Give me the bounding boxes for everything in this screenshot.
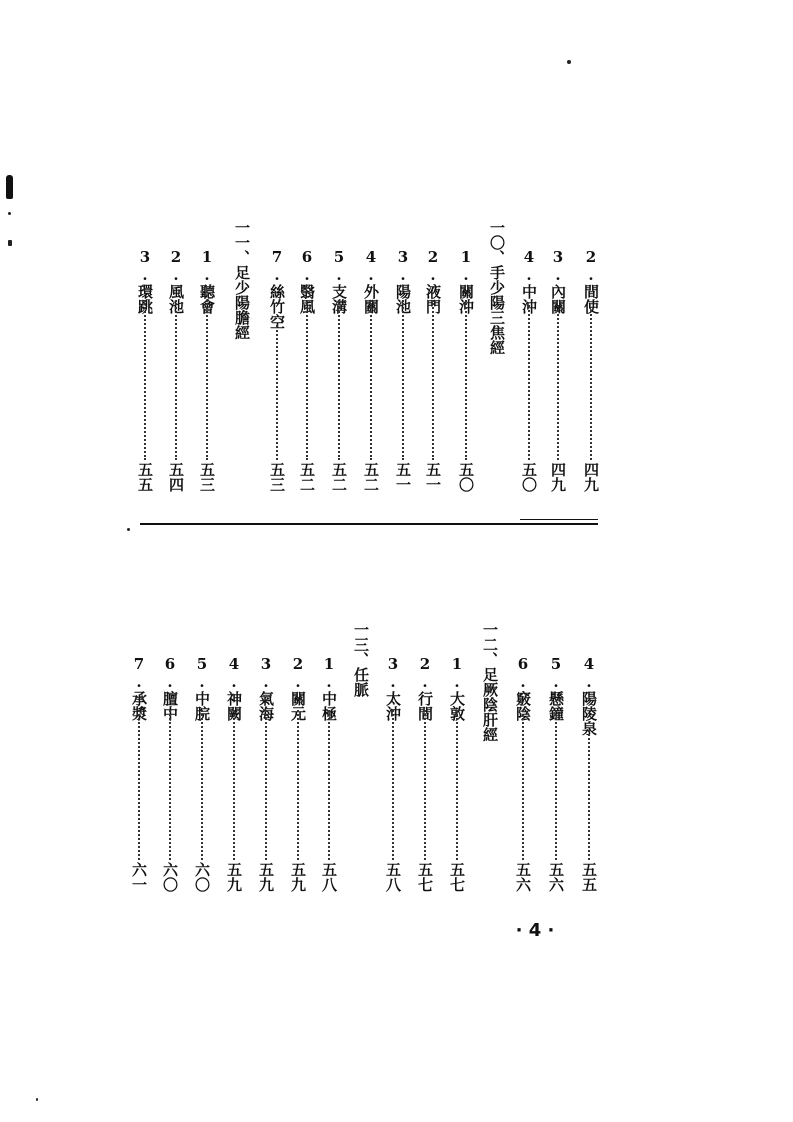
leader-dots (424, 710, 426, 860)
entry-name: 神闕 (225, 691, 243, 721)
page-number: 五〇 (520, 462, 538, 492)
page-number: 五五 (580, 862, 598, 892)
entry-number: 3. (136, 248, 154, 284)
page-number: 六〇 (193, 862, 211, 892)
entry-number: 4. (580, 655, 598, 691)
entry-name: 氣海 (257, 691, 275, 721)
page-number: 四九 (582, 462, 600, 492)
entry-number: 2. (167, 248, 185, 284)
leader-dots (328, 710, 330, 860)
page-folio: · 4 · (515, 920, 555, 941)
entry-number: 2. (289, 655, 307, 691)
leader-dots (590, 310, 592, 460)
entry-number: 2. (582, 248, 600, 284)
entry-number: 6. (514, 655, 532, 691)
entry-number: 4. (362, 248, 380, 284)
page-number: 六〇 (161, 862, 179, 892)
leader-dots (175, 300, 177, 460)
page-number: 五六 (547, 862, 565, 892)
entry-name: 膻中 (161, 691, 179, 721)
scan-speck (567, 60, 571, 64)
entry-name: 中脘 (193, 691, 211, 721)
leader-dots (432, 300, 434, 460)
entry-number: 3. (384, 655, 402, 691)
page-number: 五六 (514, 862, 532, 892)
scan-speck (36, 1098, 38, 1101)
entry-name: 陽池 (394, 284, 412, 314)
page-number: 五八 (384, 862, 402, 892)
entry-name: 關沖 (457, 284, 475, 314)
leader-dots (265, 710, 267, 860)
page-number: 五二 (362, 462, 380, 492)
leader-dots (555, 710, 557, 860)
leader-dots (522, 710, 524, 860)
section-heading: 一三、任脈 (352, 622, 370, 697)
leader-dots (338, 300, 340, 460)
entry-number: 6. (161, 655, 179, 691)
section-heading: 一〇、手少陽三焦經 (488, 220, 506, 355)
leader-dots (276, 325, 278, 460)
entry-number: 3. (394, 248, 412, 284)
leader-dots (201, 710, 203, 860)
leader-dots (370, 300, 372, 460)
entry-name: 大敦 (448, 691, 466, 721)
toc-entry (578, 655, 600, 736)
entry-number: 6. (298, 248, 316, 284)
page-number: 五一 (424, 462, 442, 492)
entry-number: 1. (457, 248, 475, 284)
entry-number: 7. (268, 248, 286, 284)
page-number: 五九 (289, 862, 307, 892)
page-number: 五四 (167, 462, 185, 492)
entry-name: 液門 (424, 284, 442, 314)
page-number: 四九 (549, 462, 567, 492)
entry-number: 3. (257, 655, 275, 691)
entry-number: 4. (225, 655, 243, 691)
page-number: 五三 (268, 462, 286, 492)
divider-rule (140, 523, 598, 525)
entry-name: 風池 (167, 284, 185, 314)
entry-number: 5. (193, 655, 211, 691)
entry-name: 翳風 (298, 284, 316, 314)
entry-name: 承漿 (130, 691, 148, 721)
leader-dots (557, 310, 559, 460)
entry-number: 1. (448, 655, 466, 691)
leader-dots (233, 710, 235, 860)
page-number: 五七 (416, 862, 434, 892)
entry-name: 中極 (320, 691, 338, 721)
page-number: 五七 (448, 862, 466, 892)
entry-number: 4. (520, 248, 538, 284)
entry-number: 2. (416, 655, 434, 691)
page-number: 五二 (298, 462, 316, 492)
leader-dots (528, 305, 530, 460)
leader-dots (297, 710, 299, 860)
leader-dots (465, 300, 467, 460)
entry-name: 竅陰 (514, 691, 532, 721)
scan-speck (8, 212, 11, 215)
entry-name: 內關 (549, 284, 567, 314)
leader-dots (392, 710, 394, 860)
scan-speck (8, 240, 12, 246)
entry-number: 1. (198, 248, 216, 284)
entry-name: 環跳 (136, 284, 154, 314)
leader-dots (456, 710, 458, 860)
entry-name: 聽會 (198, 284, 216, 314)
page-number: 五一 (394, 462, 412, 492)
page-number: 五三 (198, 462, 216, 492)
leader-dots (138, 710, 140, 860)
page-number: 五九 (257, 862, 275, 892)
entry-number: 3. (549, 248, 567, 284)
entry-name: 陽陵泉 (580, 691, 598, 736)
section-heading: 一一、足少陽膽經 (233, 220, 251, 340)
leader-dots (169, 710, 171, 860)
entry-name: 中沖 (520, 284, 538, 314)
toc-entry (266, 248, 288, 329)
entry-name: 支溝 (330, 284, 348, 314)
leader-dots (144, 300, 146, 460)
entry-number: 1. (320, 655, 338, 691)
section-heading: 一二、足厥陰肝經 (481, 622, 499, 742)
scan-mark (6, 175, 13, 199)
entry-name: 關元 (289, 691, 307, 721)
divider-rule-short (520, 519, 598, 520)
entry-number: 2. (424, 248, 442, 284)
entry-name: 外關 (362, 284, 380, 314)
page-number: 六一 (130, 862, 148, 892)
entry-number: 5. (547, 655, 565, 691)
page-number: 五五 (136, 462, 154, 492)
scan-speck (127, 528, 130, 531)
page-number: 五八 (320, 862, 338, 892)
leader-dots (306, 300, 308, 460)
page-number: 五九 (225, 862, 243, 892)
entry-number: 5. (330, 248, 348, 284)
leader-dots (206, 300, 208, 460)
page-number: 五二 (330, 462, 348, 492)
entry-number: 7. (130, 655, 148, 691)
entry-name: 太沖 (384, 691, 402, 721)
entry-name: 絲竹空 (268, 284, 286, 329)
entry-name: 行間 (416, 691, 434, 721)
page-number: 五〇 (457, 462, 475, 492)
entry-name: 懸鐘 (547, 691, 565, 721)
leader-dots (402, 300, 404, 460)
entry-name: 間使 (582, 284, 600, 314)
leader-dots (588, 730, 590, 860)
